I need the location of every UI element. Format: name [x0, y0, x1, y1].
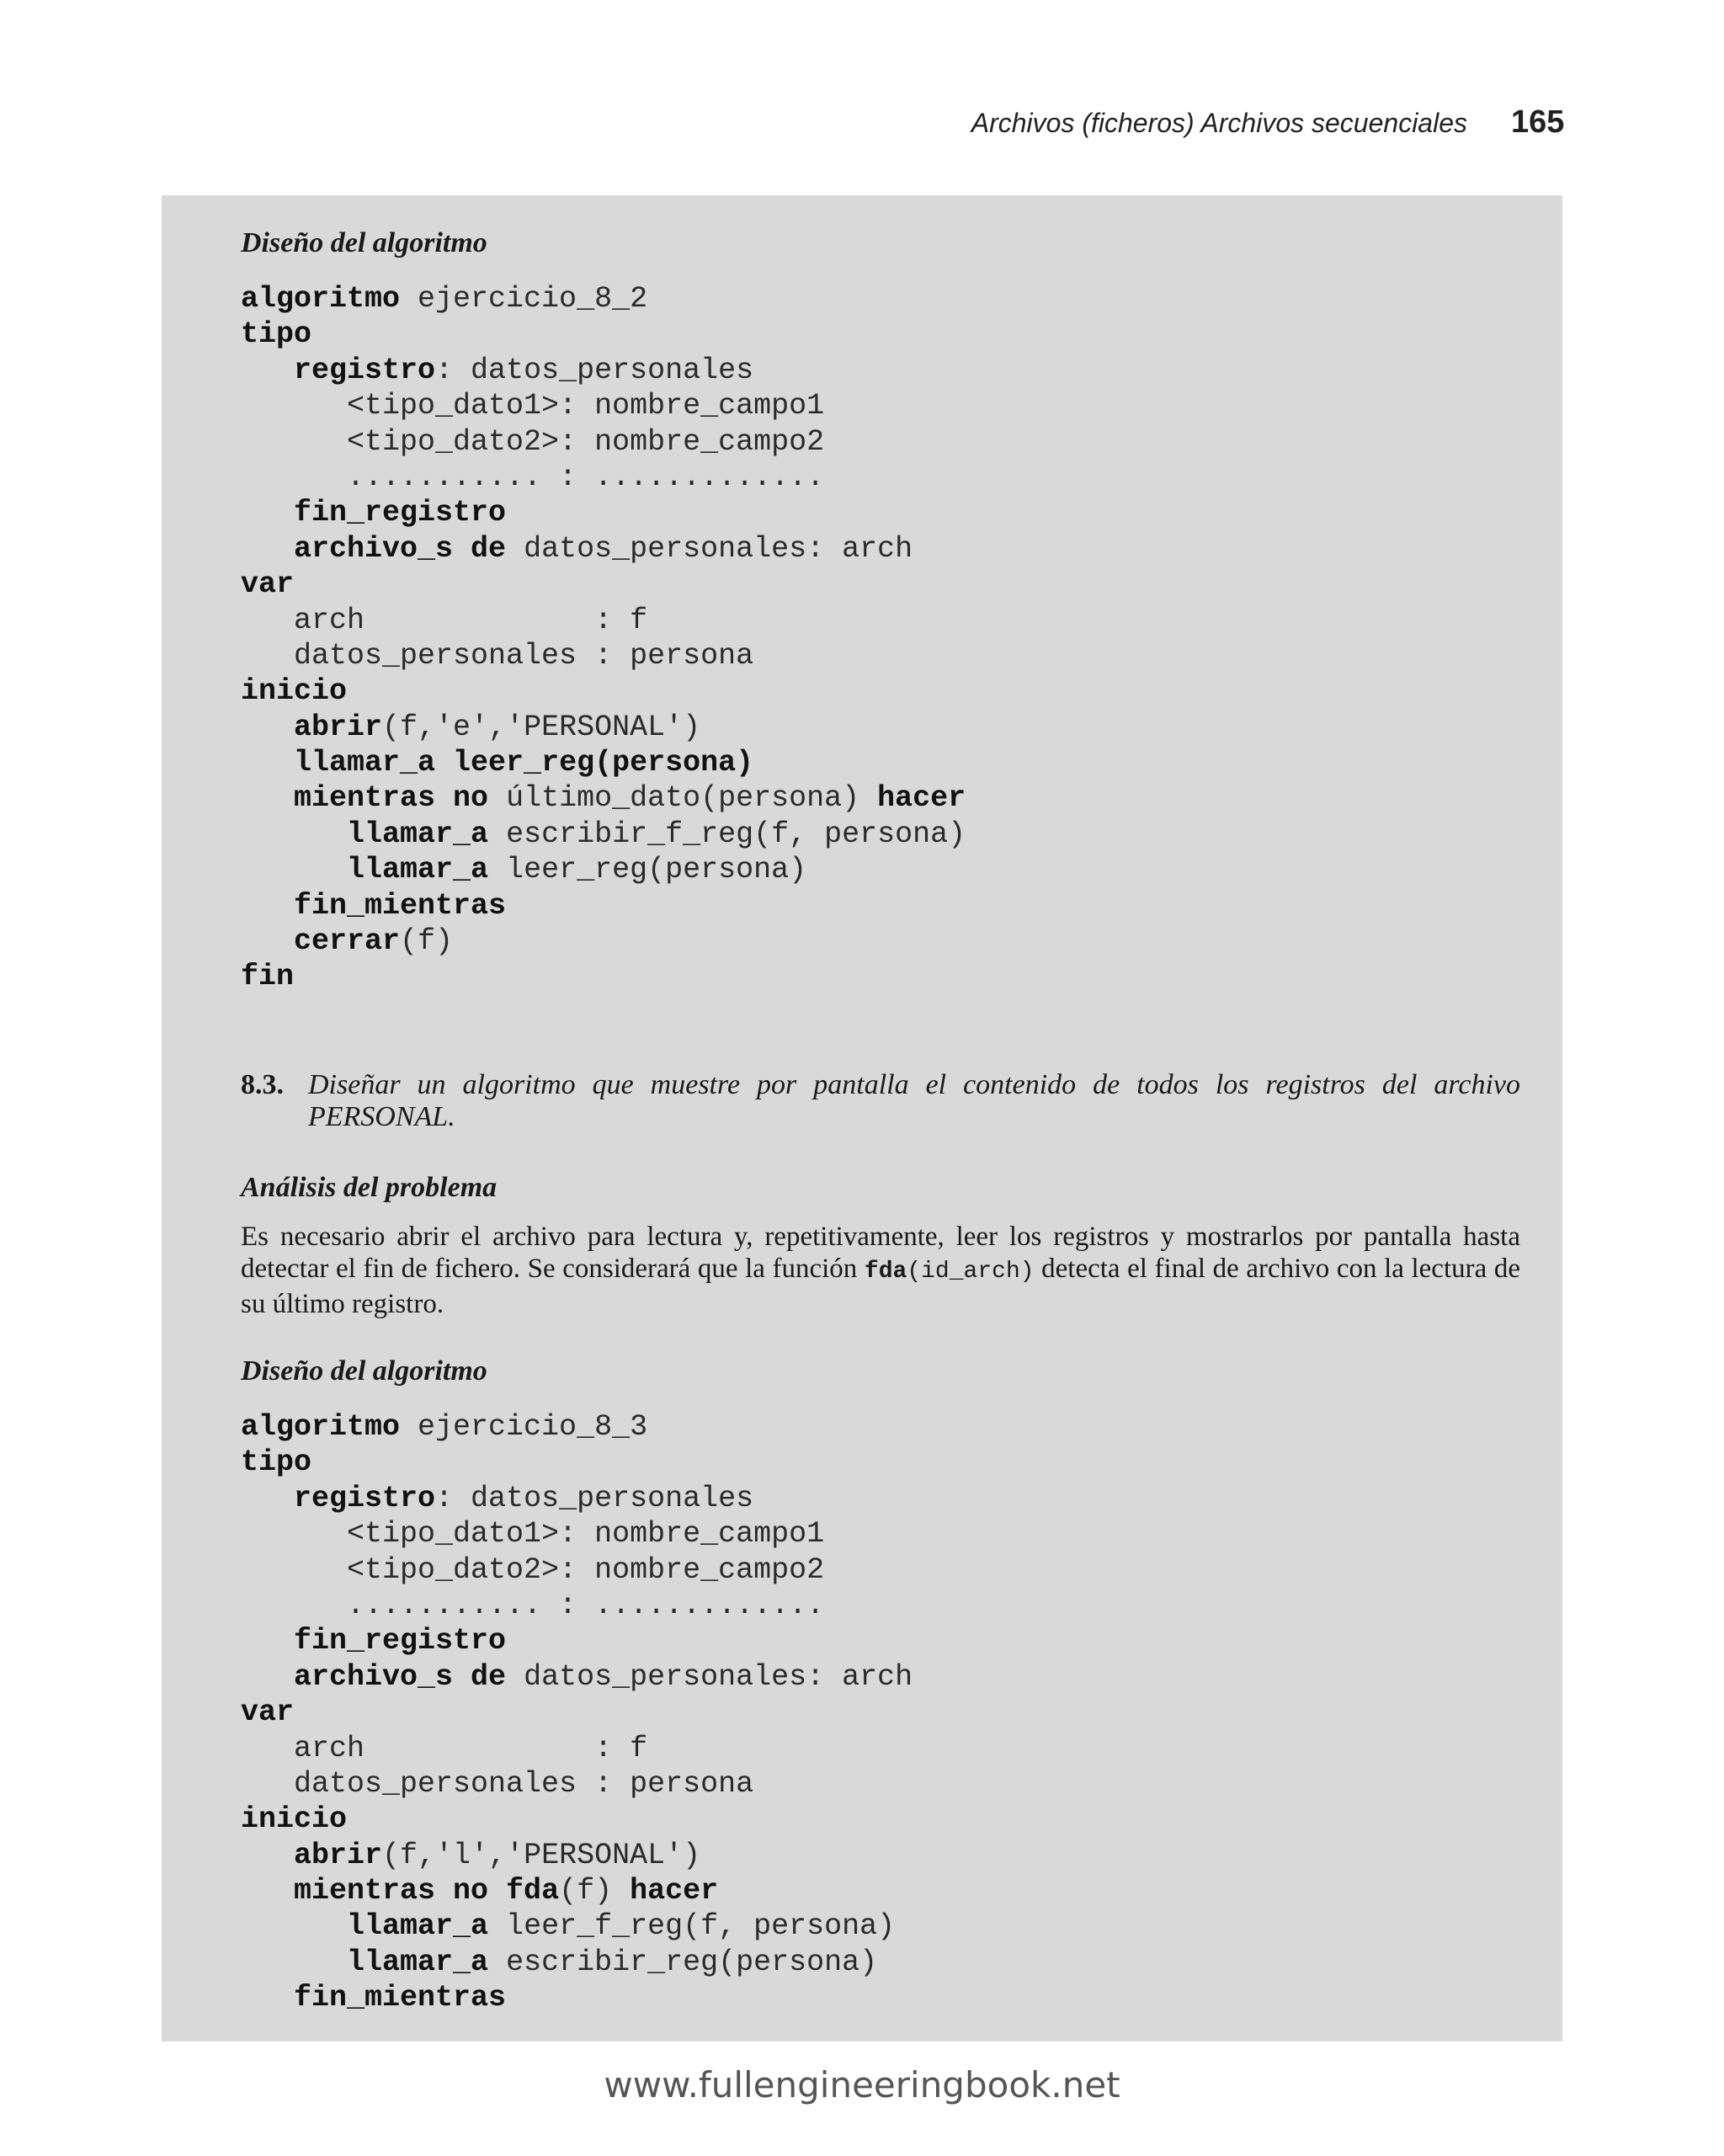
code-text: [241, 1482, 294, 1515]
code-line: [241, 1908, 913, 1944]
code-text: (f,'l','PERSONAL'): [382, 1838, 701, 1872]
code-line: [241, 281, 966, 317]
code-text: [241, 781, 294, 815]
code-keyword: llamar_a: [347, 1909, 489, 1944]
code-text: [241, 746, 294, 780]
code-keyword: algoritmo: [241, 282, 401, 316]
code-line: [241, 745, 966, 780]
code-keyword: registro: [294, 1481, 436, 1515]
code-line: [241, 1731, 913, 1766]
code-text: [241, 354, 294, 387]
code-text: datos_personales : persona: [241, 638, 754, 673]
code-keyword: hacer: [877, 781, 966, 816]
code-text: leer_reg(persona): [488, 853, 807, 887]
running-head: Archivos (ficheros) Archivos secuenciales: [971, 108, 1467, 138]
code-keyword: inicio: [241, 1802, 348, 1837]
code-text: [241, 1839, 294, 1872]
code-keyword: archivo_s de: [294, 531, 507, 566]
section-heading-design-2: Diseño del algoritmo: [241, 1355, 487, 1387]
page-number: 165: [1511, 104, 1565, 140]
code-keyword: abrir: [294, 1838, 383, 1872]
analysis-text-after: detecta el final de archivo con la lectura de su último registro.: [241, 1254, 1520, 1319]
code-line: [241, 1838, 913, 1873]
code-keyword: fin: [241, 960, 295, 994]
code-block-ejercicio-8-2: [241, 281, 966, 995]
content-panel: [162, 195, 1562, 2042]
analysis-text-before: Es necesario abrir el archivo para lectura y, repetitivamente, leer los registros y mostrarlos por pantalla hasta detectar el fin de fichero. Se considerará que la función: [241, 1222, 1520, 1284]
code-line: [241, 567, 966, 602]
code-keyword: algoritmo: [241, 1410, 401, 1444]
code-line: [241, 1516, 913, 1552]
code-keyword: inicio: [241, 674, 348, 709]
code-line: [241, 1623, 913, 1658]
code-text: ejercicio_8_2: [400, 282, 648, 316]
code-text: ........... : .............: [241, 1588, 825, 1622]
code-keyword: fin_registro: [294, 1624, 507, 1658]
code-line: [241, 1873, 913, 1908]
code-text: [241, 496, 294, 530]
analysis-paragraph: [241, 1221, 1520, 1320]
code-line: [241, 888, 966, 924]
code-keyword: mientras no fda: [294, 1874, 560, 1908]
code-line: [241, 1409, 913, 1445]
code-line: [241, 1980, 913, 2015]
code-keyword: llamar_a: [347, 1945, 489, 1979]
code-text: [241, 1946, 347, 1979]
code-line: [241, 1659, 913, 1695]
code-line: [241, 852, 966, 887]
code-line: [241, 388, 966, 423]
code-keyword: var: [241, 567, 295, 602]
code-text: escribir_reg(persona): [488, 1945, 878, 1979]
code-text: [241, 924, 294, 958]
section-heading-design-1: Diseño del algoritmo: [241, 227, 487, 258]
code-text: [241, 889, 294, 923]
code-line: [241, 603, 966, 638]
code-line: [241, 1802, 913, 1837]
code-text: [241, 1981, 294, 2015]
code-text: datos_personales: arch: [506, 1659, 913, 1694]
code-line: [241, 817, 966, 852]
code-keyword: abrir: [294, 710, 383, 744]
code-keyword: llamar_a: [347, 853, 489, 887]
code-keyword: archivo_s de: [294, 1659, 507, 1694]
inline-code-args: (id_arch): [907, 1259, 1035, 1285]
code-keyword: fin_mientras: [294, 1981, 507, 2015]
watermark: www.fullengineeringbook.net: [604, 2064, 1120, 2105]
code-keyword: llamar_a leer_reg(persona): [294, 746, 754, 780]
code-keyword: tipo: [241, 317, 312, 352]
code-text: [241, 532, 294, 566]
code-line: [241, 1695, 913, 1730]
code-keyword: llamar_a: [347, 817, 489, 851]
code-text: : datos_personales: [435, 1481, 754, 1515]
code-text: datos_personales: arch: [506, 531, 913, 566]
code-text: [241, 1624, 294, 1658]
code-keyword: mientras no: [294, 781, 489, 816]
code-text: <tipo_dato2>: nombre_campo2: [241, 424, 825, 459]
code-line: [241, 424, 966, 460]
section-heading-analysis: Análisis del problema: [241, 1172, 498, 1203]
code-line: [241, 531, 966, 567]
code-keyword: hacer: [630, 1874, 719, 1908]
code-line: [241, 1766, 913, 1802]
code-line: [241, 353, 966, 388]
inline-code-func: fda: [864, 1259, 907, 1285]
code-text: ejercicio_8_3: [400, 1410, 648, 1444]
code-text: [241, 853, 347, 886]
code-line: [241, 495, 966, 530]
code-text: [241, 817, 347, 851]
code-text: <tipo_dato1>: nombre_campo1: [241, 1517, 825, 1552]
code-keyword: fin_registro: [294, 496, 507, 530]
code-line: [241, 1445, 913, 1480]
code-text: escribir_f_reg(f, persona): [488, 817, 966, 851]
exercise-text: Diseñar un algoritmo que muestre por pantalla el contenido de todos los registros del archivo PERSONAL.: [308, 1069, 1520, 1132]
code-text: arch : f: [241, 1731, 648, 1765]
code-text: (f,'e','PERSONAL'): [382, 710, 701, 744]
code-keyword: tipo: [241, 1445, 312, 1480]
code-line: [241, 673, 966, 709]
exercise-statement: [241, 1069, 1520, 1133]
code-text: [241, 1660, 294, 1694]
code-line: [241, 710, 966, 745]
code-line: [241, 959, 966, 994]
code-keyword: var: [241, 1696, 295, 1730]
code-text: arch : f: [241, 603, 648, 637]
code-line: [241, 1481, 913, 1516]
code-line: [241, 638, 966, 673]
code-line: [241, 1945, 913, 1980]
code-text: <tipo_dato1>: nombre_campo1: [241, 389, 825, 423]
code-keyword: cerrar: [294, 924, 401, 959]
exercise-number: 8.3.: [241, 1069, 284, 1100]
code-block-ejercicio-8-3: [241, 1409, 913, 2016]
code-line: [241, 924, 966, 959]
code-text: [241, 711, 294, 744]
inline-code-fda: [865, 1259, 1035, 1285]
code-text: [241, 1874, 294, 1908]
code-text: ........... : .............: [241, 460, 825, 494]
code-text: leer_f_reg(f, persona): [488, 1909, 896, 1944]
code-text: [241, 1909, 347, 1943]
code-line: [241, 780, 966, 816]
code-keyword: registro: [294, 353, 436, 387]
code-text: último_dato(persona): [488, 781, 878, 816]
code-text: <tipo_dato2>: nombre_campo2: [241, 1552, 825, 1587]
code-line: [241, 1552, 913, 1588]
code-keyword: fin_mientras: [294, 888, 507, 923]
code-text: (f): [559, 1874, 631, 1908]
code-line: [241, 317, 966, 352]
code-text: : datos_personales: [435, 353, 754, 387]
code-line: [241, 1588, 913, 1623]
code-text: datos_personales : persona: [241, 1766, 754, 1801]
code-text: (f): [400, 924, 454, 959]
code-line: [241, 460, 966, 495]
